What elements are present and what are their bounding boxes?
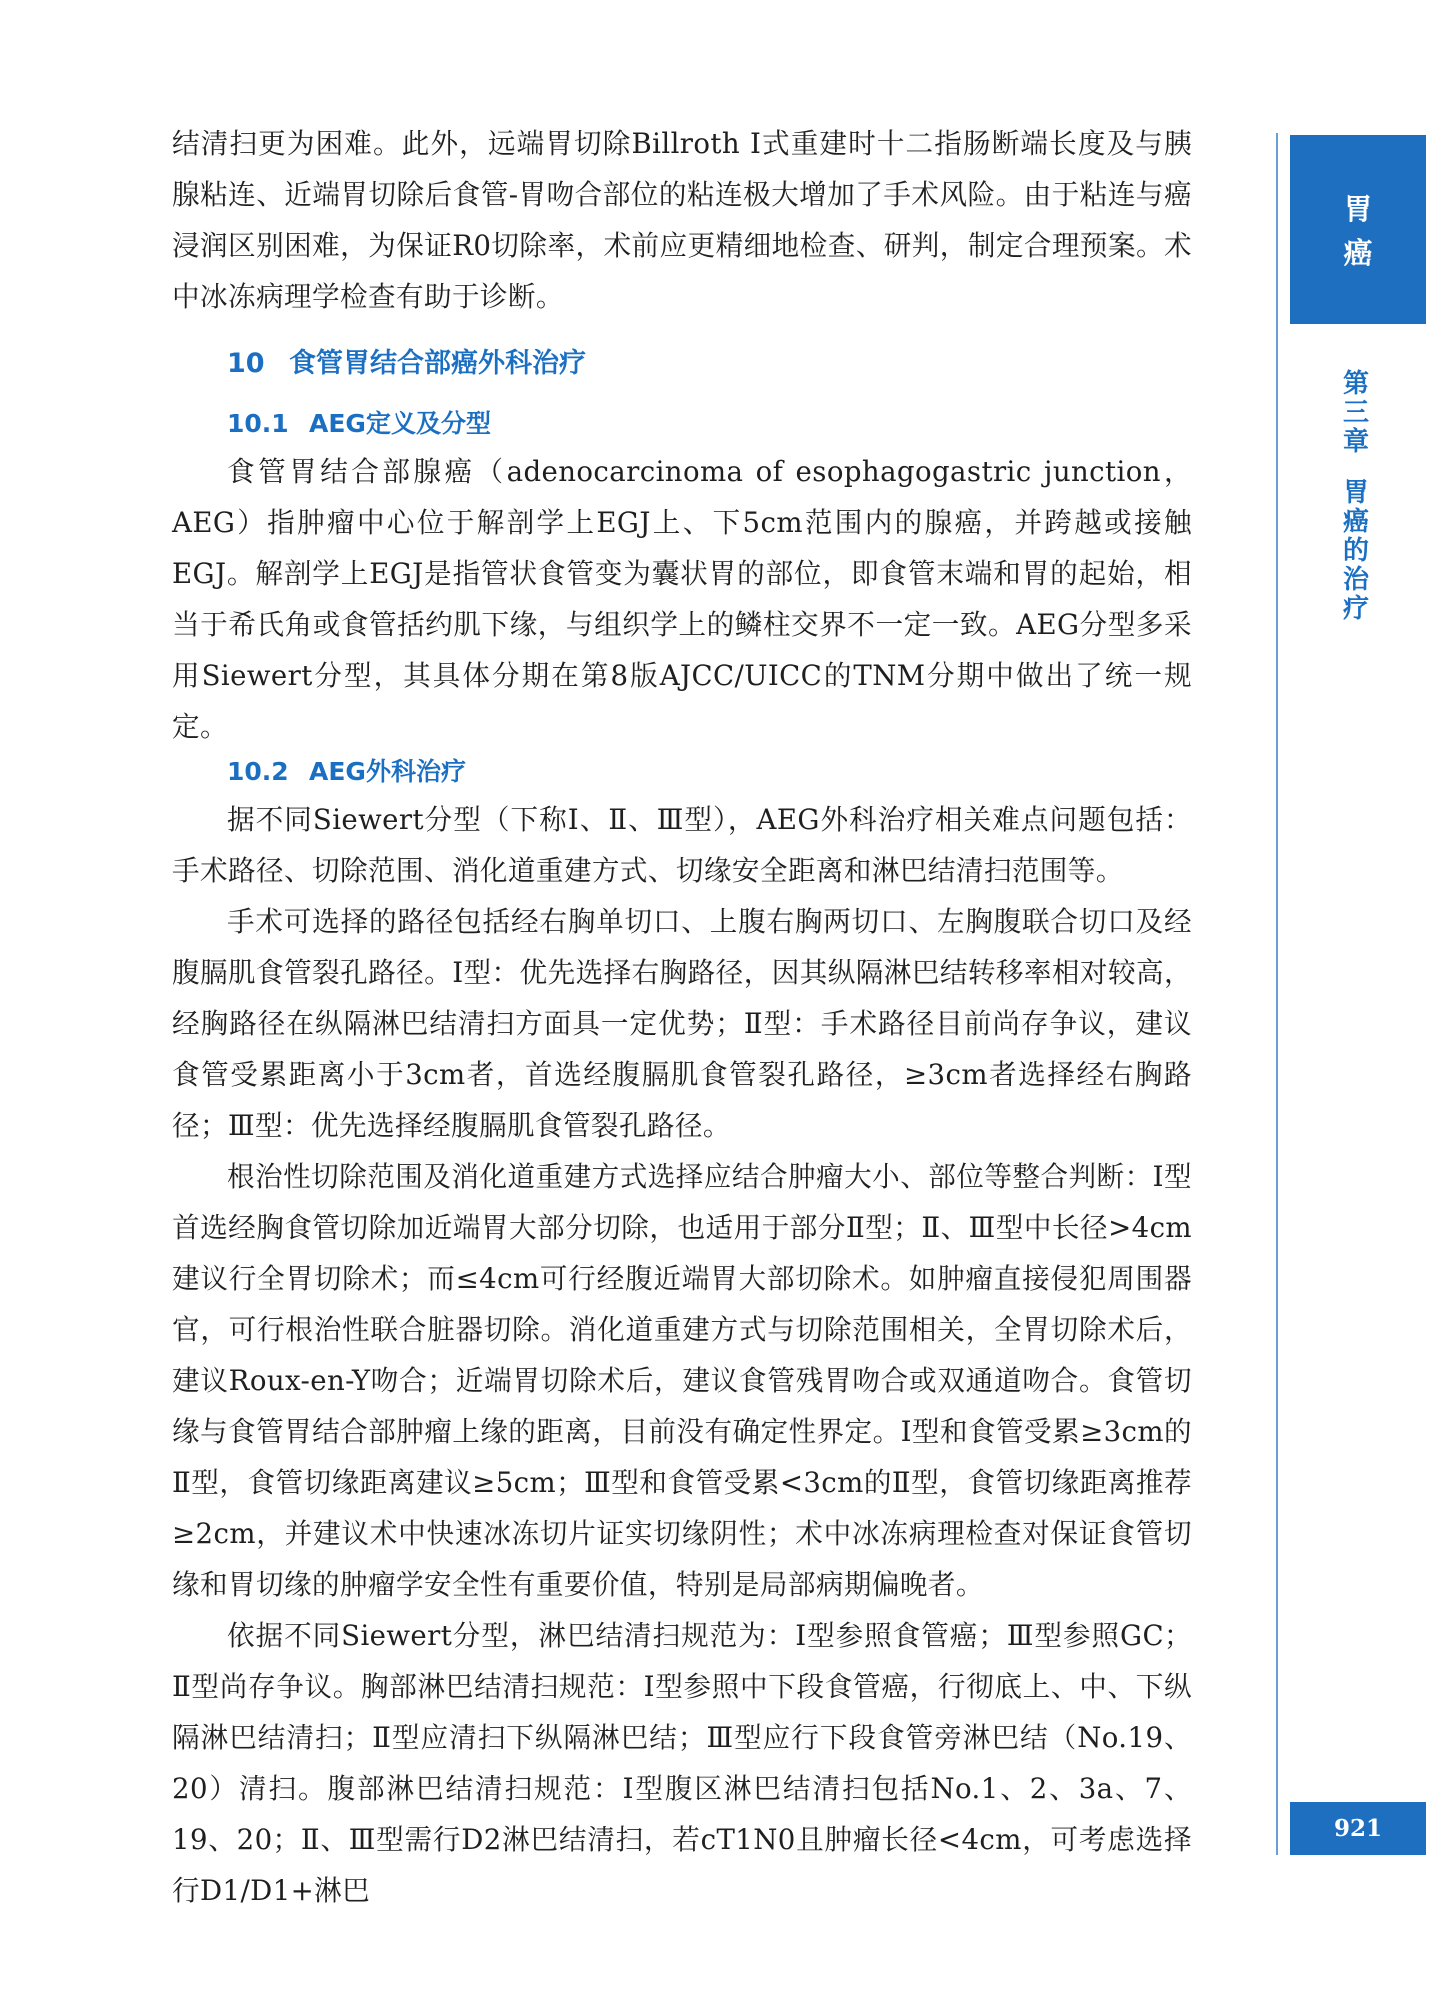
page-body [172, 118, 1192, 1916]
section-heading-10 [172, 344, 1192, 384]
section-title: AEG定义及分型 [309, 409, 491, 438]
paragraph-10-2-d: 依据不同Siewert分型，淋巴结清扫规范为：Ⅰ型参照食管癌；Ⅲ型参照GC；Ⅱ型尚存争议。胸部淋巴结清扫规范：Ⅰ型参照中下段食管癌，行彻底上、中、下纵隔淋巴结清扫；Ⅱ型应清扫下纵隔淋巴结；Ⅲ型应行下段食管旁淋巴结（No.19、20）清扫。腹部淋巴结清扫规范：Ⅰ型腹区淋巴结清扫包括No.1、2、3a、7、19、20；Ⅱ、Ⅲ型需行D2淋巴结清扫，若cT1N0且肿瘤长径<4cm，可考虑选择行D1/D1+淋巴 [172, 1619, 1192, 1907]
side-chapter-char: 三 [1342, 398, 1369, 428]
side-divider-line [1276, 133, 1278, 1855]
section-number: 10.1 [227, 409, 289, 438]
section-number: 10 [227, 348, 265, 379]
side-chapter-char: 癌 [1342, 507, 1369, 537]
paragraph-10-2-b: 手术可选择的路径包括经右胸单切口、上腹右胸两切口、左胸腹联合切口及经腹膈肌食管裂孔路径。Ⅰ型：优先选择右胸路径，因其纵隔淋巴结转移率相对较高，经胸路径在纵隔淋巴结清扫方面具一定优势；Ⅱ型：手术路径目前尚存争议，建议食管受累距离小于3cm者，首选经腹膈肌食管裂孔路径，≥3cm者选择经右胸路径；Ⅲ型：优先选择经腹膈肌食管裂孔路径。 [172, 905, 1192, 1142]
intro-paragraph: 结清扫更为困难。此外，远端胃切除Billroth I式重建时十二指肠断端长度及与胰腺粘连、近端胃切除后食管-胃吻合部位的粘连极大增加了手术风险。由于粘连与癌浸润区别困难，为保证R0切除率，术前应更精细地检查、研判，制定合理预案。术中冰冻病理学检查有助于诊断。 [172, 127, 1192, 313]
paragraph-10-1: 食管胃结合部腺癌（adenocarcinoma of esophagogastric junction，AEG）指肿瘤中心位于解剖学上EGJ上、下5cm范围内的腺癌，并跨越或接触EGJ。解剖学上EGJ是指管状食管变为囊状胃的部位，即食管末端和胃的起始，相当于希氏角或食管括约肌下缘，与组织学上的鳞柱交界不一定一致。AEG分型多采用Siewert分型，其具体分期在第8版AJCC/UICC的TNM分期中做出了统一规定。 [172, 455, 1192, 743]
side-chapter-char: 的 [1342, 536, 1369, 566]
section-title: 食管胃结合部癌外科治疗 [289, 348, 586, 379]
side-chapter-char: 第 [1342, 369, 1369, 399]
side-tab-char: 癌 [1343, 236, 1373, 270]
side-section-tab [1290, 135, 1426, 324]
side-tab-char: 胃 [1343, 192, 1373, 226]
page-number: 921 [1290, 1802, 1426, 1855]
side-chapter-char: 胃 [1342, 478, 1369, 508]
section-number: 10.2 [227, 757, 289, 786]
section-heading-10-2 [172, 752, 1192, 792]
side-chapter-char: 疗 [1342, 594, 1369, 624]
side-chapter-char: 治 [1342, 565, 1369, 595]
section-title: AEG外科治疗 [309, 757, 466, 786]
paragraph-10-2-c: 根治性切除范围及消化道重建方式选择应结合肿瘤大小、部位等整合判断：Ⅰ型首选经胸食管切除加近端胃大部分切除，也适用于部分Ⅱ型；Ⅱ、Ⅲ型中长径>4cm建议行全胃切除术；而≤4cm可行经腹近端胃大部切除术。如肿瘤直接侵犯周围器官，可行根治性联合脏器切除。消化道重建方式与切除范围相关，全胃切除术后，建议Roux-en-Y吻合；近端胃切除术后，建议食管残胃吻合或双通道吻合。食管切缘与食管胃结合部肿瘤上缘的距离，目前没有确定性界定。Ⅰ型和食管受累≥3cm的Ⅱ型，食管切缘距离建议≥5cm；Ⅲ型和食管受累<3cm的Ⅱ型，食管切缘距离推荐≥2cm，并建议术中快速冰冻切片证实切缘阴性；术中冰冻病理检查对保证食管切缘和胃切缘的肿瘤学安全性有重要价值，特别是局部病期偏晚者。 [172, 1160, 1192, 1601]
paragraph-10-2-a: 据不同Siewert分型（下称Ⅰ、Ⅱ、Ⅲ型），AEG外科治疗相关难点问题包括：手术路径、切除范围、消化道重建方式、切缘安全距离和淋巴结清扫范围等。 [172, 803, 1192, 887]
section-heading-10-1 [172, 404, 1192, 444]
side-chapter-char: 章 [1342, 427, 1369, 457]
side-chapter-label [1336, 370, 1376, 624]
